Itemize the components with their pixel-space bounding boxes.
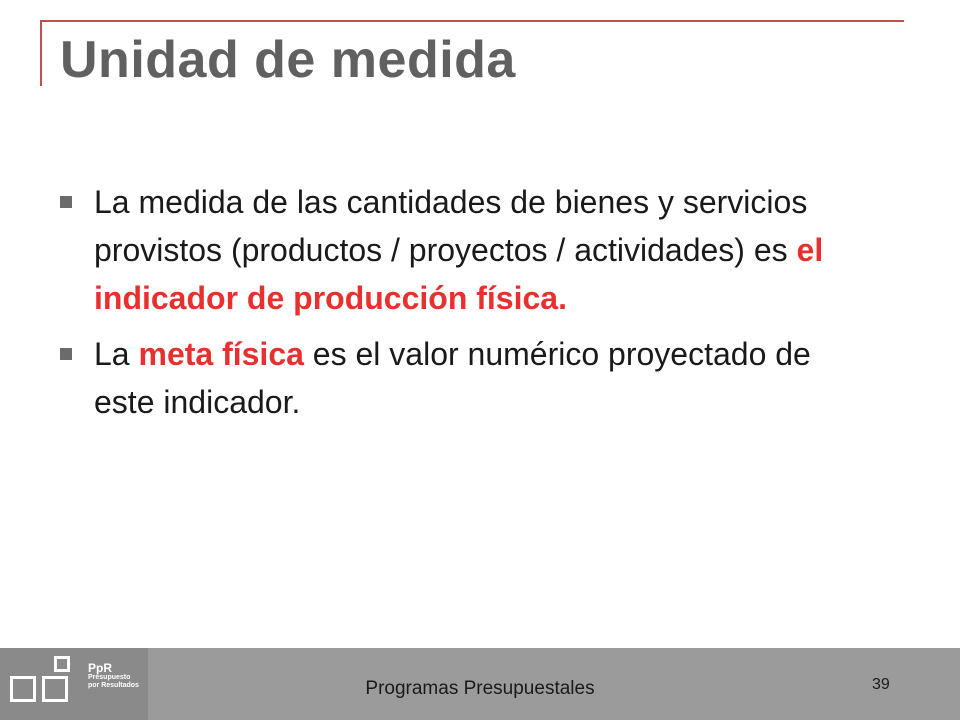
logo-subtitle-2: por Resultados (88, 682, 139, 689)
square-bullet-icon (60, 196, 72, 208)
bullet-1-highlight: el indicador de producción física. (94, 232, 824, 316)
bullet-1-text: La medida de las cantidades de bienes y servicios provistos (productos / proyectos / actividades) es (94, 184, 808, 268)
logo-title: PpR (88, 661, 112, 675)
slide-title: Unidad de medida (60, 31, 516, 89)
title-frame-top-line (40, 20, 904, 22)
square-bullet-icon (60, 348, 72, 360)
bullet-item-1 (60, 178, 870, 322)
slide-footer (0, 648, 960, 720)
title-frame-left-line (40, 20, 42, 86)
logo-square-icon (54, 656, 70, 672)
bullet-2-text-start: La (94, 336, 139, 372)
page-number: 39 (872, 676, 890, 693)
bullet-2-text-end: es el valor numérico proyectado de este indicador. (94, 336, 811, 420)
bullet-list (60, 178, 870, 434)
logo-subtitle-1: Presupuesto (88, 674, 131, 681)
bullet-2-highlight: meta física (138, 336, 304, 372)
footer-title: Programas Presupuestales (365, 678, 595, 699)
bullet-item-2 (60, 330, 870, 426)
